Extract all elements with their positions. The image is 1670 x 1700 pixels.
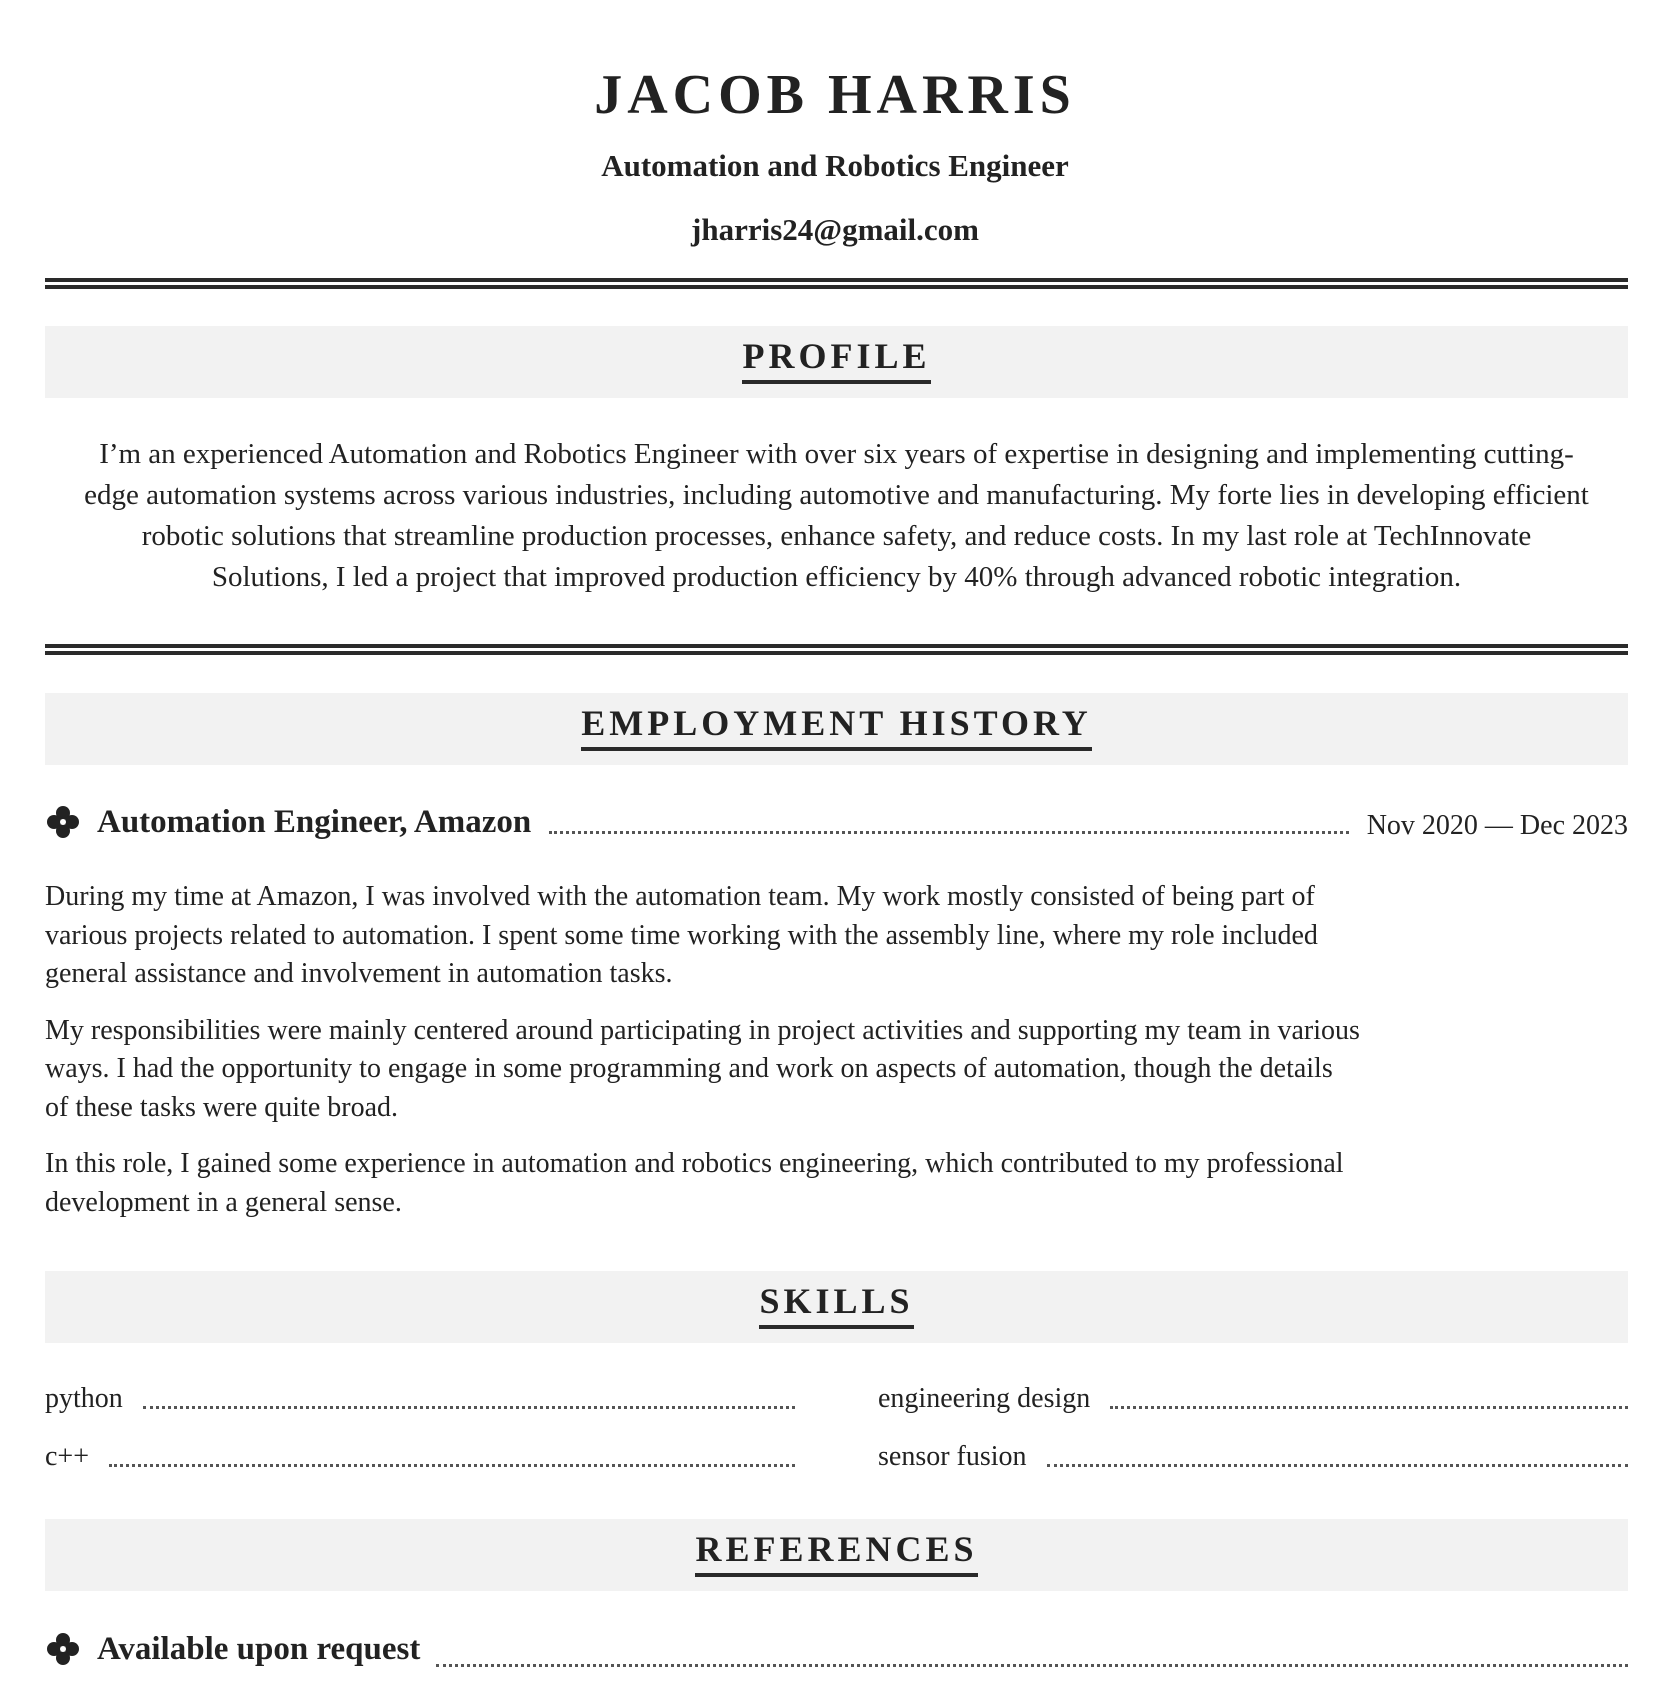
references-section-bar (45, 1519, 1628, 1591)
job-title: Automation Engineer, Amazon (97, 803, 532, 840)
employment-heading: EMPLOYMENT HISTORY (581, 693, 1091, 751)
job-dates: Nov 2020 — Dec 2023 (1366, 810, 1628, 841)
dotted-leader (143, 1406, 795, 1409)
job-title-headline: Automation and Robotics Engineer (601, 148, 1069, 183)
skill-name: sensor fusion (878, 1441, 1027, 1472)
candidate-name: JACOB HARRIS (594, 64, 1076, 126)
skills-heading: SKILLS (759, 1271, 913, 1329)
header-divider (45, 278, 1628, 289)
profile-divider (45, 644, 1628, 655)
references-text: Available upon request (97, 1630, 421, 1667)
skills-row (45, 1433, 1628, 1491)
skill-item (45, 1375, 795, 1415)
profile-section-bar (45, 326, 1628, 398)
job-entry-header (45, 800, 1628, 844)
profile-summary: I’m an experienced Automation and Robotics Engineer with over six years of expertise in designing and implementing cutting-edge automation systems across various industries, including automotive and manufacturing. My forte lies in developing efficient robotic solutions that streamline production processes, enhance safety, and reduce costs. In my last role at TechInnovate Solutions, I led a project that improved production efficiency by 40% through advanced robotic integration. (84, 438, 1589, 593)
job-paragraph: In this role, I gained some experience in automation and robotics engineering, which contributed to my professional development in a general sense. (45, 1148, 1344, 1218)
skill-name: engineering design (878, 1383, 1091, 1414)
job-description (45, 878, 1360, 1240)
skill-name: c++ (45, 1441, 90, 1472)
dotted-leader (1110, 1406, 1628, 1409)
job-paragraph: My responsibilities were mainly centered around participating in project activities and supporting my team in various ways. I had the opportunity to engage in some programming and work on aspects of automation, though the details of these tasks were quite broad. (45, 1014, 1360, 1123)
references-heading: REFERENCES (695, 1519, 977, 1577)
dotted-leader (109, 1464, 795, 1467)
skill-item (45, 1433, 795, 1473)
skills-section-bar (45, 1271, 1628, 1343)
dotted-leader (436, 1643, 1628, 1667)
references-entry (45, 1627, 1628, 1671)
dotted-leader (549, 810, 1348, 834)
dotted-leader (1047, 1464, 1628, 1467)
clover-bullet-icon (45, 1631, 81, 1667)
employment-section-bar (45, 693, 1628, 765)
skill-name: python (45, 1383, 123, 1414)
job-paragraph: During my time at Amazon, I was involved with the automation team. My work mostly consisted of being part of various projects related to automation. I spent some time working with the assembly line, where my role included general assistance and involvement in automation tasks. (45, 881, 1318, 989)
skill-item (878, 1433, 1628, 1473)
skills-list (45, 1375, 1628, 1491)
skills-row (45, 1375, 1628, 1433)
profile-heading: PROFILE (742, 326, 930, 384)
email-address[interactable]: jharris24@gmail.com (691, 212, 979, 247)
resume-header (0, 0, 1670, 248)
skill-item (878, 1375, 1628, 1415)
clover-bullet-icon (45, 804, 81, 840)
